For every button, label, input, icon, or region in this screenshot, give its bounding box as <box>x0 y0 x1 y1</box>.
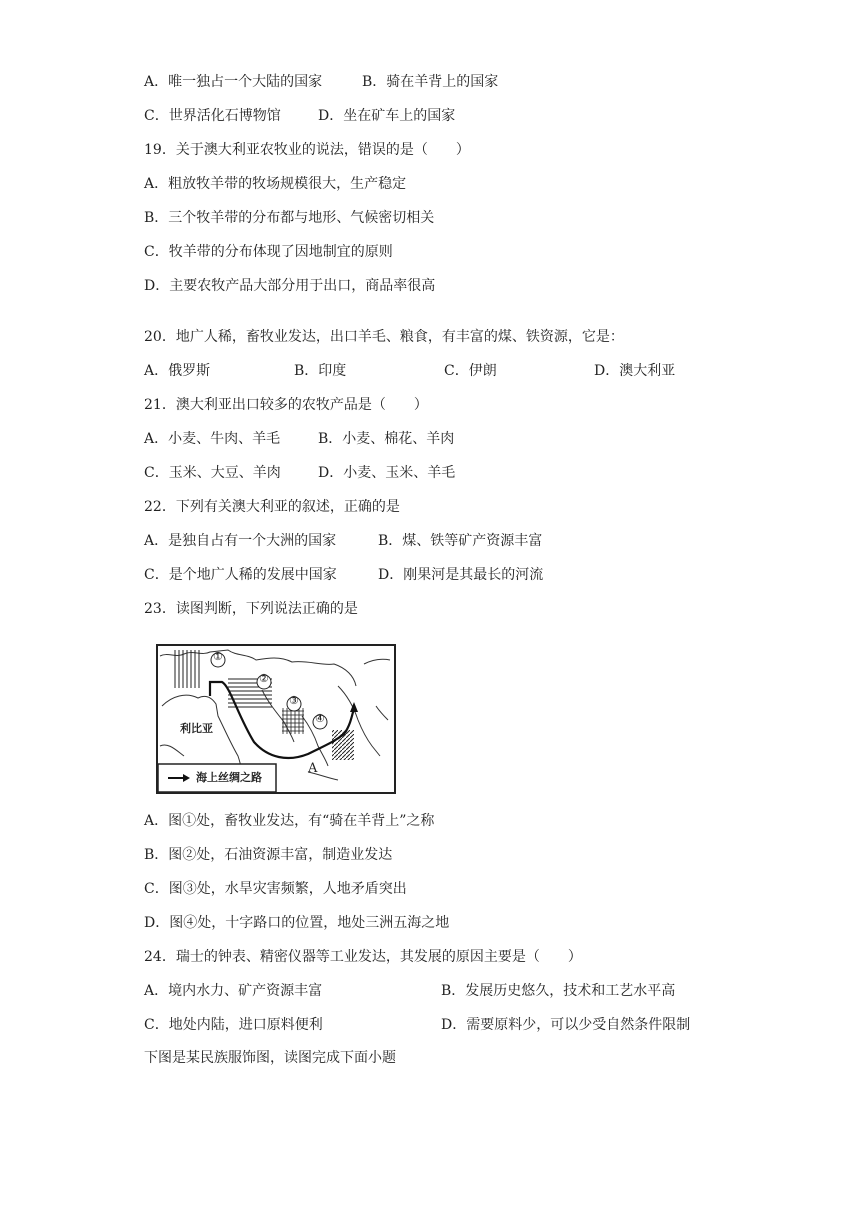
q22-option-b[interactable]: B．煤、铁等矿产资源丰富 <box>378 533 543 549</box>
q22-option-a[interactable]: A．是独自占有一个大洲的国家 <box>144 533 337 549</box>
q22-option-d[interactable]: D．刚果河是其最长的河流 <box>378 567 544 583</box>
q21-stem: 21．澳大利亚出口较多的农牧产品是（ ） <box>144 397 428 413</box>
map-marker-3: ③ <box>289 694 299 707</box>
q24-option-d[interactable]: D．需要原料少，可以少受自然条件限制 <box>441 1017 691 1033</box>
map-point-a-label: A <box>308 761 318 776</box>
q24-option-a[interactable]: A．境内水力、矿产资源丰富 <box>144 983 323 999</box>
q19-option-b[interactable]: B．三个牧羊带的分布都与地形、气候密切相关 <box>144 210 435 226</box>
q23-option-b[interactable]: B．图②处，石油资源丰富，制造业发达 <box>144 847 393 863</box>
map-legend-label: 海上丝绸之路 <box>196 771 262 784</box>
map-marker-2: ② <box>259 672 269 685</box>
q23-option-a[interactable]: A．图①处，畜牧业发达，有“骑在羊背上”之称 <box>144 813 435 829</box>
q23-option-c[interactable]: C．图③处，水旱灾害频繁，人地矛盾突出 <box>144 881 407 897</box>
q20-option-d[interactable]: D．澳大利亚 <box>594 363 676 379</box>
map-marker-1: ① <box>213 650 223 663</box>
q21-option-c[interactable]: C．玉米、大豆、羊肉 <box>144 465 281 481</box>
q22-stem: 22．下列有关澳大利亚的叙述，正确的是 <box>144 499 400 515</box>
q23-map-figure <box>156 644 396 794</box>
q22-option-c[interactable]: C．是个地广人稀的发展中国家 <box>144 567 337 583</box>
q21-option-a[interactable]: A．小麦、牛肉、羊毛 <box>144 431 281 447</box>
q23-stem: 23．读图判断，下列说法正确的是 <box>144 601 358 617</box>
q18-option-a[interactable]: A．唯一独占一个大陆的国家 <box>144 74 323 90</box>
q24-option-b[interactable]: B．发展历史悠久，技术和工艺水平高 <box>441 983 676 999</box>
q18-option-b[interactable]: B．骑在羊背上的国家 <box>362 74 499 90</box>
map-country-label: 利比亚 <box>180 722 213 735</box>
q20-stem: 20．地广人稀，畜牧业发达，出口羊毛、粮食，有丰富的煤、铁资源，它是： <box>144 329 624 345</box>
q23-option-d[interactable]: D．图④处，十字路口的位置，地处三洲五海之地 <box>144 915 450 931</box>
q20-option-c[interactable]: C．伊朗 <box>444 363 497 379</box>
map-marker-4: ④ <box>315 712 325 725</box>
q18-option-d[interactable]: D．坐在矿车上的国家 <box>318 108 456 124</box>
q20-option-b[interactable]: B．印度 <box>294 363 347 379</box>
q18-option-c[interactable]: C．世界活化石博物馆 <box>144 108 281 124</box>
q20-option-a[interactable]: A．俄罗斯 <box>144 363 211 379</box>
q24-option-c[interactable]: C．地处内陆，进口原料便利 <box>144 1017 323 1033</box>
next-section-intro: 下图是某民族服饰图，读图完成下面小题 <box>144 1050 396 1066</box>
q19-option-c[interactable]: C．牧羊带的分布体现了因地制宜的原则 <box>144 244 393 260</box>
q21-option-b[interactable]: B．小麦、棉花、羊肉 <box>318 431 455 447</box>
q19-option-d[interactable]: D．主要农牧产品大部分用于出口，商品率很高 <box>144 278 436 294</box>
q19-option-a[interactable]: A．粗放牧羊带的牧场规模很大，生产稳定 <box>144 176 407 192</box>
q19-stem: 19．关于澳大利亚农牧业的说法，错误的是（ ） <box>144 142 470 158</box>
map-drawing <box>158 646 394 792</box>
q24-stem: 24．瑞士的钟表、精密仪器等工业发达，其发展的原因主要是（ ） <box>144 949 582 965</box>
q21-option-d[interactable]: D．小麦、玉米、羊毛 <box>318 465 456 481</box>
